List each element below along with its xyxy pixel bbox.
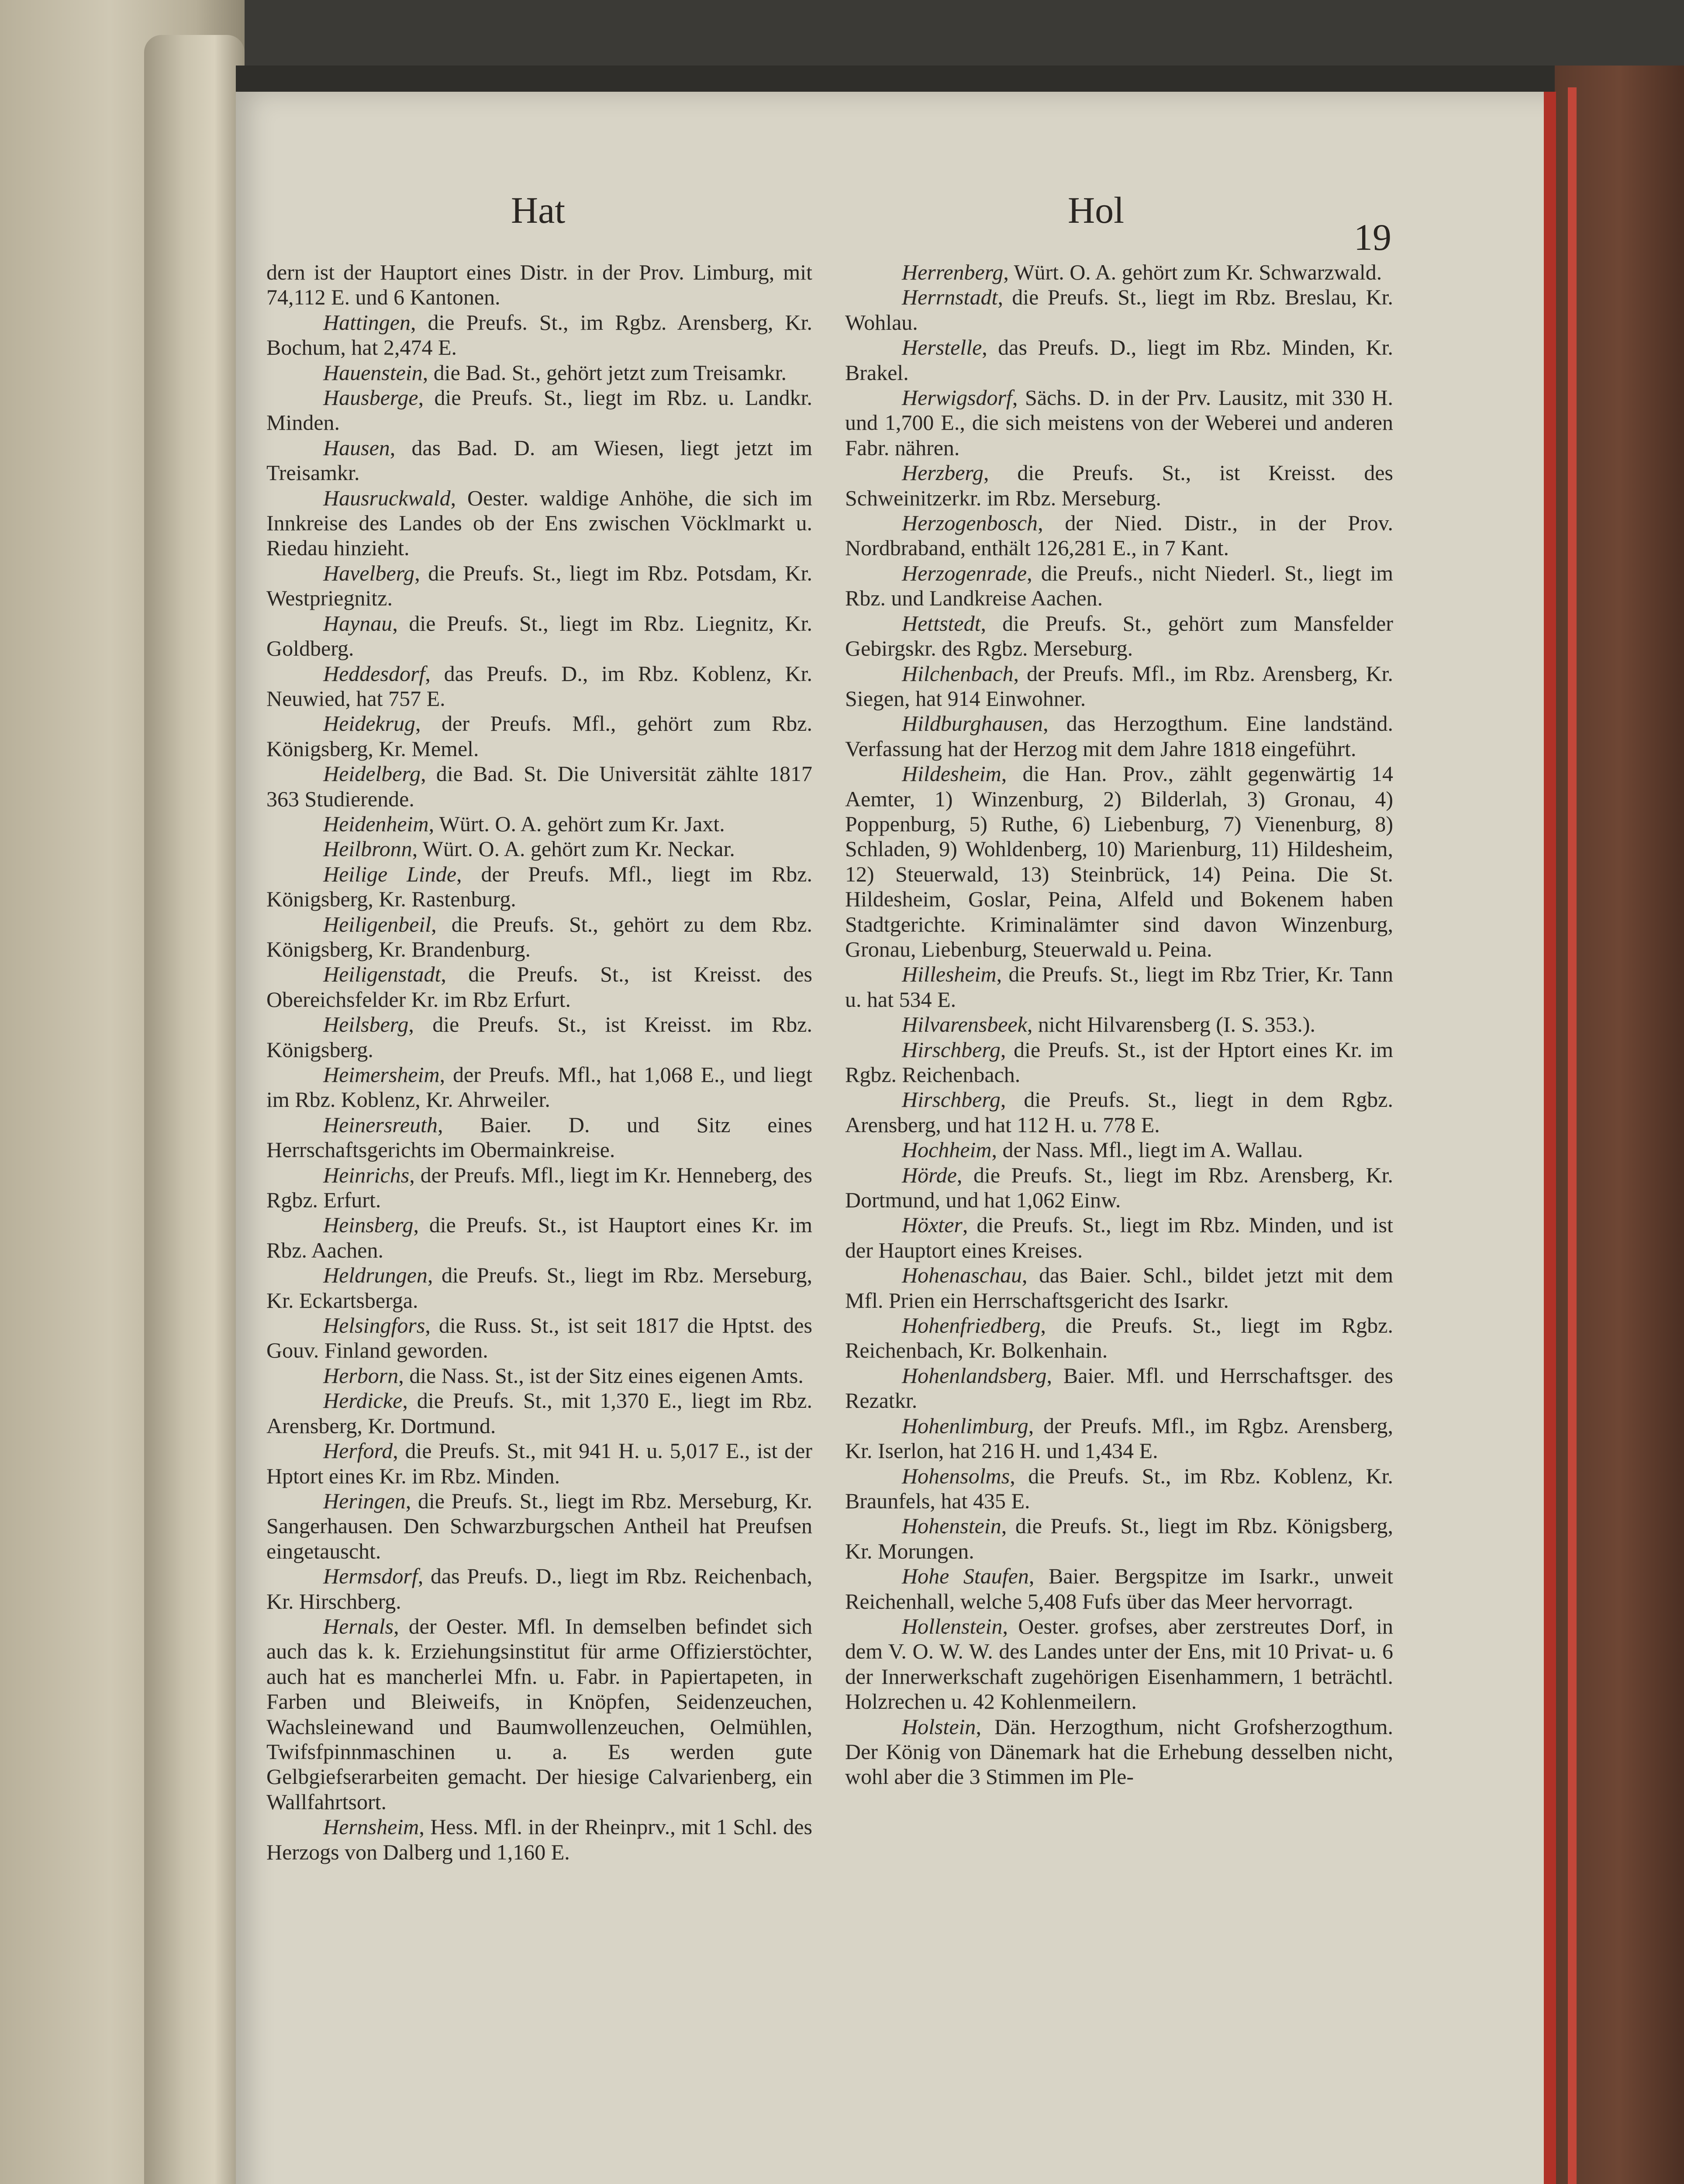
entry (266, 1163, 812, 1213)
entry (845, 1313, 1393, 1363)
page-number: 19 (1354, 216, 1391, 258)
entry-text: dern ist der Hauptort eines Distr. in der Prov. Limburg, mit 74,112 E. und 6 Kantonen. (266, 260, 812, 310)
entry (845, 1087, 1393, 1137)
entry (266, 1213, 812, 1263)
entry-text: , der Nied. Distr., in der Prov. Nordbraband, enthält 126,281 E., in 7 Kant. (845, 511, 1393, 560)
entry-headword: Hillesheim (902, 962, 997, 987)
entry-headword: Herwigsdorf (902, 385, 1012, 410)
entry-text: , Würt. O. A. gehört zum Kr. Jaxt. (428, 811, 725, 836)
entry (845, 1514, 1393, 1564)
entry-text: , der Preufs. Mfl., gehört zum Rbz. Königsberg, Kr. Memel. (266, 711, 812, 761)
entry (845, 1012, 1393, 1037)
entry (845, 761, 1393, 962)
entry-headword: Hattingen (323, 310, 411, 335)
entry (266, 836, 812, 861)
entry (266, 561, 812, 611)
entry-headword: Hettstedt (902, 611, 981, 636)
entry (266, 812, 812, 836)
entry-text: , die Preufs. St., liegt in dem Rgbz. Arensberg, und hat 112 H. u. 778 E. (845, 1087, 1393, 1137)
entry (845, 1714, 1393, 1790)
entry-text: , das Preufs. D., im Rbz. Koblenz, Kr. Neuwied, hat 757 E. (266, 661, 812, 711)
entry-text: , die Preufs. St., ist Kreisst. des Schweinitzerkr. im Rbz. Merseburg. (845, 460, 1393, 510)
entry (845, 1464, 1393, 1514)
entry-text: , der Preufs. Mfl., im Rgbz. Arensberg, Kr. Iserlon, hat 216 H. und 1,434 E. (845, 1413, 1393, 1463)
entry-text: , die Preufs. St., liegt im Rbz Trier, Kr. Tann u. hat 534 E. (845, 962, 1393, 1012)
entry-text: , die Preufs. St., ist Hauptort eines Kr. im Rbz. Aachen. (266, 1213, 812, 1262)
entry-text: , Baier. Bergspitze im Isarkr., unweit Reichenhall, welche 5,408 Fufs über das Meer hervorragt. (845, 1564, 1393, 1614)
entry (266, 862, 812, 912)
entry (845, 1137, 1393, 1162)
entry-text: , Hess. Mfl. in der Rheinprv., mit 1 Schl. des Herzogs von Dalberg und 1,160 E. (266, 1814, 812, 1864)
entry-headword: Hollenstein (902, 1614, 1003, 1638)
entry (266, 1564, 812, 1614)
running-head-left: Hat (511, 189, 566, 231)
entry (845, 1213, 1393, 1263)
entry (266, 1489, 812, 1564)
entry-headword: Hohensolms (902, 1463, 1010, 1488)
right-column (845, 260, 1393, 1790)
entry-text: , nicht Hilvarensberg (I. S. 353.). (1027, 1012, 1315, 1037)
entry-headword: Herford (323, 1438, 393, 1463)
entry-text: , die Preufs. St., im Rgbz. Arensberg, Kr. Bochum, hat 2,474 E. (266, 310, 812, 360)
entry-text: , die Preufs. St., liegt im Rbz. Breslau, Kr. Wohlau. (845, 285, 1393, 335)
entry (845, 1363, 1393, 1413)
entry-headword: Hohenlandsberg (902, 1363, 1047, 1388)
entry (266, 1388, 812, 1438)
entry-text: , der Preufs. Mfl., im Rbz. Arensberg, Kr. Siegen, hat 914 Einwohner. (845, 661, 1393, 711)
entry (845, 511, 1393, 561)
entry (266, 1313, 812, 1363)
entry-text: , die Preufs. St., ist der Hptort eines Kr. im Rgbz. Reichenbach. (845, 1037, 1393, 1087)
entry-text: , die Bad. St. Die Universität zählte 1817 363 Studierende. (266, 761, 812, 811)
entry (266, 435, 812, 486)
entry-headword: Hausen (323, 435, 390, 460)
entry-text: , die Preufs. St., im Rbz. Koblenz, Kr. Braunfels, hat 435 E. (845, 1463, 1393, 1513)
entry-text: , Oester. waldige Anhöhe, die sich im Innkreise des Landes ob der Ens zwischen Vöcklmarkt u. Riedau hinzieht. (266, 485, 812, 560)
entry-text: , die Preufs. St., gehört zu dem Rbz. Königsberg, Kr. Brandenburg. (266, 912, 812, 961)
entry (266, 611, 812, 661)
entry (845, 285, 1393, 335)
entry-text: , der Oester. Mfl. In demselben befindet sich auch das k. k. Erziehungsinstitut für arme Offizierstöchter, auch hat es mancherlei Mfn. u. Fabr. in Papiertapeten, in Farben und Bleiweifs, in Knöpfen, Seidenzeuchen, Wachsleinewand und Baumwollenzeuchen, Oelmühlen, Twifsfpinnmaschinen u. a. Es werden gute Gelbgiefserarbeiten gemacht. Der hiesige Calvarienberg, ein Wallfahrtsort. (266, 1614, 812, 1814)
entry (845, 260, 1393, 285)
entry-headword: Herdicke (323, 1388, 403, 1413)
entry-headword: Heldrungen (323, 1263, 428, 1288)
entry (845, 335, 1393, 385)
entry (845, 611, 1393, 661)
entry-headword: Hilchenbach (902, 661, 1014, 686)
entry-headword: Hirschberg (902, 1037, 1001, 1062)
entry-headword: Hohenaschau (902, 1263, 1022, 1288)
entry-text: , die Preufs., nicht Niederl. St., liegt im Rbz. und Landkreise Aachen. (845, 560, 1393, 611)
entry-headword: Heinsberg (323, 1213, 414, 1237)
entry (266, 486, 812, 561)
entry-text: , die Preufs. St., mit 941 H. u. 5,017 E., ist der Hptort eines Kr. im Rbz. Minden. (266, 1438, 812, 1488)
entry-headword: Heinersreuth (323, 1112, 438, 1137)
entry-text: , der Preufs. Mfl., hat 1,068 E., und liegt im Rbz. Koblenz, Kr. Ahrweiler. (266, 1062, 812, 1112)
entry-text: , Baier. D. und Sitz eines Herrschaftsgerichts im Obermainkreise. (266, 1112, 812, 1162)
entry (266, 1814, 812, 1865)
entry-text: , die Preufs. St., liegt im Rgbz. Reichenbach, Kr. Bolkenhain. (845, 1313, 1393, 1363)
entry (845, 711, 1393, 761)
entry-headword: Hausruckwald (323, 485, 451, 510)
entry-text: , das Preufs. D., liegt im Rbz. Minden, Kr. Brakel. (845, 335, 1393, 385)
entry (266, 1113, 812, 1163)
entry (266, 912, 812, 962)
entry (266, 1263, 812, 1313)
entry-text: , das Bad. D. am Wiesen, liegt jetzt im Treisamkr. (266, 435, 812, 485)
entry-headword: Heilsberg (323, 1012, 409, 1037)
entry (266, 260, 812, 310)
entry-text: , Würt. O. A. gehört zum Kr. Neckar. (412, 836, 735, 861)
entry-headword: Heidenheim (323, 811, 429, 836)
turned-leaf (144, 35, 245, 2184)
entry-headword: Heilbronn (323, 836, 412, 861)
entry (845, 561, 1393, 611)
entry (266, 1614, 812, 1814)
entry (266, 1062, 812, 1113)
entry-headword: Heimersheim (323, 1062, 440, 1087)
entry-headword: Hildesheim (902, 761, 1001, 786)
entry-headword: Hernsheim (323, 1814, 419, 1839)
entry-headword: Heiligenstadt (323, 962, 441, 987)
entry-text: , der Nass. Mfl., liegt im A. Wallau. (991, 1137, 1303, 1162)
entry-headword: Hernals (323, 1614, 394, 1638)
entry-headword: Heinrichs (323, 1162, 410, 1187)
entry-headword: Haynau (323, 611, 393, 636)
entry-text: , der Preufs. Mfl., liegt im Rbz. Königsberg, Kr. Rastenburg. (266, 861, 813, 912)
entry-headword: Heilige Linde (323, 861, 457, 886)
entry (845, 1263, 1393, 1313)
entry (266, 962, 812, 1012)
entry-text: , die Russ. St., ist seit 1817 die Hptst. des Gouv. Finland geworden. (266, 1313, 812, 1363)
running-head-right: Hol (1068, 189, 1124, 231)
entry-text: , die Preufs. St., liegt im Rbz. Minden, und ist der Hauptort eines Kreises. (845, 1213, 1393, 1262)
entry (266, 1012, 812, 1062)
entry-headword: Hohenfriedberg (902, 1313, 1041, 1338)
entry-headword: Havelberg (323, 560, 415, 585)
entry-headword: Herzogenrade (902, 560, 1027, 585)
entry-headword: Heidekrug (323, 711, 416, 736)
entry-headword: Heddesdorf (323, 661, 425, 686)
entry-text: , das Herzogthum. Eine landständ. Verfassung hat der Herzog mit dem Jahre 1818 eingeführt. (845, 711, 1393, 761)
entry-text: , die Preufs. St., mit 1,370 E., liegt im Rbz. Arensberg, Kr. Dortmund. (266, 1388, 812, 1438)
entry-text: , die Preufs. St., liegt im Rbz. Liegnitz, Kr. Goldberg. (266, 611, 812, 661)
entry-text: , Sächs. D. in der Prv. Lausitz, mit 330 H. und 1,700 E., die sich meistens von der Weberei und anderen Fabr. nähren. (845, 385, 1393, 460)
entry-text: , das Baier. Schl., bildet jetzt mit dem Mfl. Prien ein Herrschaftsgericht des Isarkr. (845, 1263, 1393, 1313)
entry (845, 1564, 1393, 1614)
entry (845, 1163, 1393, 1213)
book-top-shadow (236, 66, 1684, 92)
entry-text: , die Han. Prov., zählt gegenwärtig 14 Aemter, 1) Winzenburg, 2) Bilderlah, 3) Gronau, 4) Poppenburg, 5) Ruthe, 6) Liebenburg, 7) Vienenburg, 8) Schladen, 9) Wohldenberg, 10) Marienburg, 11) Hildesheim, 12) Steuerwald, 13) Steinbrück, 14) Peina. Die St. Hildesheim, Goslar, Peina, Alfeld und Bokenem haben Stadtgerichte. Kriminalämter sind davon Winzenburg, Gronau, Liebenburg, Steuerwald u. Peina. (845, 761, 1393, 961)
entry-headword: Hohenstein (902, 1514, 1001, 1538)
entry-headword: Hildburghausen (902, 711, 1043, 736)
entry-text: , Baier. Mfl. und Herrschaftsger. des Rezatkr. (845, 1363, 1393, 1413)
entry-headword: Heiligenbeil (323, 912, 431, 936)
entry-text: , der Preufs. Mfl., liegt im Kr. Henneberg, des Rgbz. Erfurt. (266, 1162, 812, 1213)
entry-headword: Hohe Staufen (902, 1564, 1029, 1589)
entry (266, 310, 812, 360)
entry-text: , Dän. Herzogthum, nicht Grofsherzogthum. Der König von Dänemark hat die Erhebung desselben nicht, wohl aber die 3 Stimmen im Ple- (845, 1714, 1393, 1789)
entry-text: , Oester. grofses, aber zerstreutes Dorf, in dem V. O. W. W. des Landes unter der Ens, mit 10 Privat- u. 6 der Innerwerkschaft zugehörigen Eisenhammern, 1 beträchtl. Holzrechen u. 42 Kohlenmeilern. (845, 1614, 1393, 1714)
entry-headword: Hilvarensbeek (902, 1012, 1027, 1037)
red-page-edge-outer (1568, 87, 1577, 2184)
entry-headword: Hochheim (902, 1137, 992, 1162)
entry (845, 1614, 1393, 1714)
entry-headword: Hirschberg (902, 1087, 1001, 1112)
entry (266, 360, 812, 385)
entry-text: , die Preufs. St., liegt im Rbz. Arensberg, Kr. Dortmund, und hat 1,062 Einw. (845, 1162, 1393, 1213)
entry-headword: Helsingfors (323, 1313, 425, 1338)
entry (845, 1413, 1393, 1464)
entry (266, 385, 812, 435)
entry (845, 661, 1393, 712)
entry-text: , die Preufs. St., liegt im Rbz. Königsberg, Kr. Morungen. (845, 1514, 1393, 1563)
entry-text: , die Bad. St., gehört jetzt zum Treisamkr. (422, 360, 787, 385)
entry-headword: Herzberg (902, 460, 984, 485)
entry (845, 962, 1393, 1012)
entry (266, 761, 812, 812)
entry-headword: Holstein (902, 1714, 976, 1739)
entry-headword: Heringen (323, 1488, 406, 1513)
entry (845, 1037, 1393, 1088)
entry-text: , die Nass. St., ist der Sitz eines eigenen Amts. (398, 1363, 804, 1388)
entry-headword: Hauenstein (323, 360, 423, 385)
entry (845, 460, 1393, 511)
entry-headword: Herrenberg (902, 260, 1004, 284)
entry-headword: Herzogenbosch (902, 511, 1038, 536)
entry-text: , die Preufs. St., liegt im Rbz. u. Landkr. Minden. (266, 385, 812, 435)
entry-headword: Hermsdorf (323, 1564, 418, 1589)
entry (266, 711, 812, 761)
entry (266, 1363, 812, 1388)
entry-text: , die Preufs. St., gehört zum Mansfelder Gebirgskr. des Rgbz. Merseburg. (845, 611, 1393, 661)
entry-headword: Herrnstadt (902, 285, 998, 310)
entry-text: , die Preufs. St., liegt im Rbz. Merseburg, Kr. Sangerhausen. Den Schwarzburgschen Antheil hat Preufsen eingetauscht. (266, 1488, 812, 1563)
entry-text: , Würt. O. A. gehört zum Kr. Schwarzwald. (1003, 260, 1382, 284)
red-page-edge (1544, 92, 1556, 2184)
entry-headword: Herborn (323, 1363, 399, 1388)
left-column (266, 260, 812, 1865)
entry-headword: Herstelle (902, 335, 982, 360)
entry-headword: Hohenlimburg (902, 1413, 1028, 1438)
entry-headword: Heidelberg (323, 761, 421, 786)
entry (845, 385, 1393, 460)
entry-headword: Höxter (902, 1213, 963, 1237)
entry (266, 1438, 812, 1489)
entry-text: , die Preufs. St., liegt im Rbz. Potsdam, Kr. Westpriegnitz. (266, 560, 812, 611)
entry-headword: Hausberge (323, 385, 418, 410)
entry-headword: Hörde (902, 1162, 957, 1187)
entry-text: , die Preufs. St., liegt im Rbz. Merseburg, Kr. Eckartsberga. (266, 1263, 812, 1313)
entry-text: , die Preufs. St., ist Kreisst. des Obereichsfelder Kr. im Rbz Erfurt. (266, 962, 812, 1012)
entry-text: , die Preufs. St., ist Kreisst. im Rbz. Königsberg. (266, 1012, 812, 1062)
entry (266, 661, 812, 712)
entry-text: , das Preufs. D., liegt im Rbz. Reichenbach, Kr. Hirschberg. (266, 1564, 812, 1614)
